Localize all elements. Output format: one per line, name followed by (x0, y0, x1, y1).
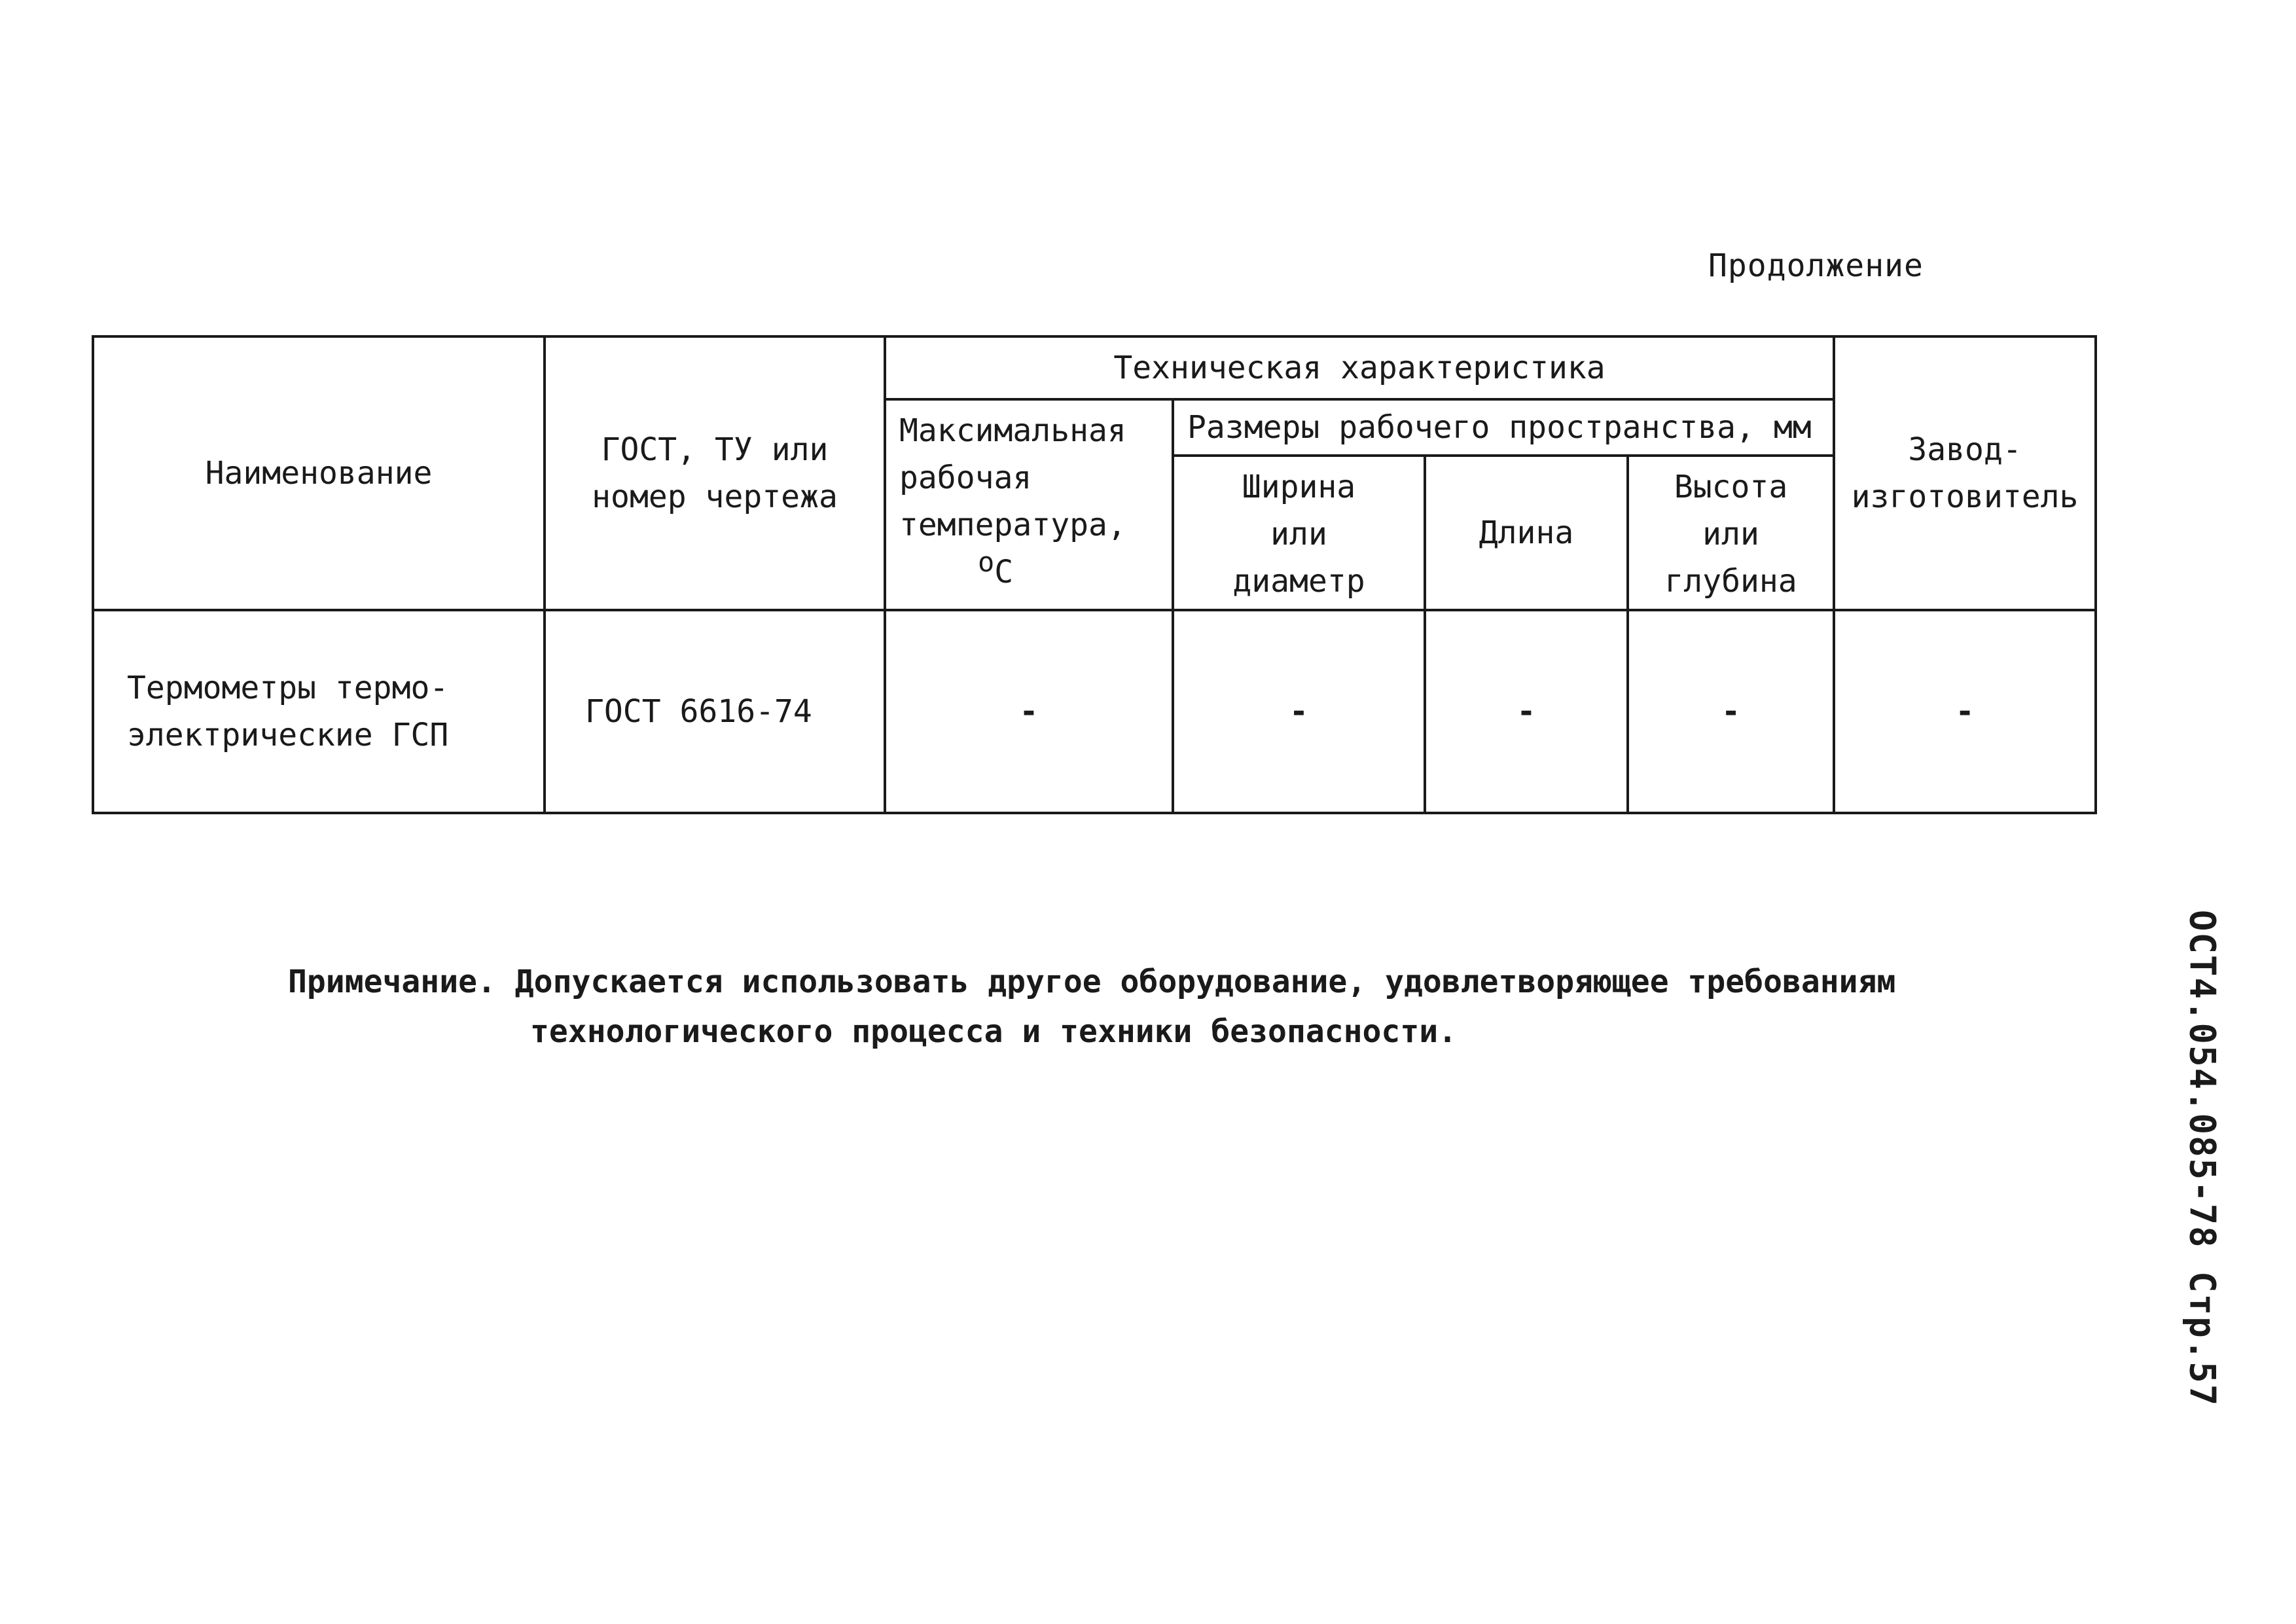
header-width: Ширина или диаметр (1173, 456, 1425, 610)
note-line-2: технологического процесса и техники безопасности. (530, 1013, 1458, 1050)
side-document-code (2179, 910, 2225, 1407)
table-row (93, 610, 2096, 813)
header-length: Длина (1425, 456, 1628, 610)
cell-manufacturer: - (1834, 610, 2096, 813)
cell-width: - (1173, 610, 1425, 813)
note-line-1: Примечание. Допускается использовать другое оборудование, удовлетворяющее требованиям (288, 964, 1896, 1000)
cell-gost: ГОСТ 6616-74 (545, 610, 885, 813)
header-name: Наименование (93, 336, 545, 610)
header-gost: ГОСТ, ТУ или номер чертежа (545, 336, 885, 610)
header-tech: Техническая характеристика (885, 336, 1834, 399)
header-height: Высота или глубина (1628, 456, 1834, 610)
note-paragraph (288, 957, 1990, 1056)
cell-length: - (1425, 610, 1628, 813)
header-dimensions: Размеры рабочего пространства, мм (1173, 399, 1834, 456)
equipment-table (92, 335, 2097, 814)
continuation-label: Продолжение (1708, 247, 1924, 284)
cell-name: Термометры термо- электрические ГСП (93, 610, 545, 813)
cell-height: - (1628, 610, 1834, 813)
header-max-temp: Максимальная рабочая температура, оС (885, 399, 1173, 610)
header-manufacturer: Завод- изготовитель (1834, 336, 2096, 610)
document-code-text: ОСТ4.054.085-78 Стр.57 (2181, 910, 2223, 1407)
cell-max-temp: - (885, 610, 1173, 813)
